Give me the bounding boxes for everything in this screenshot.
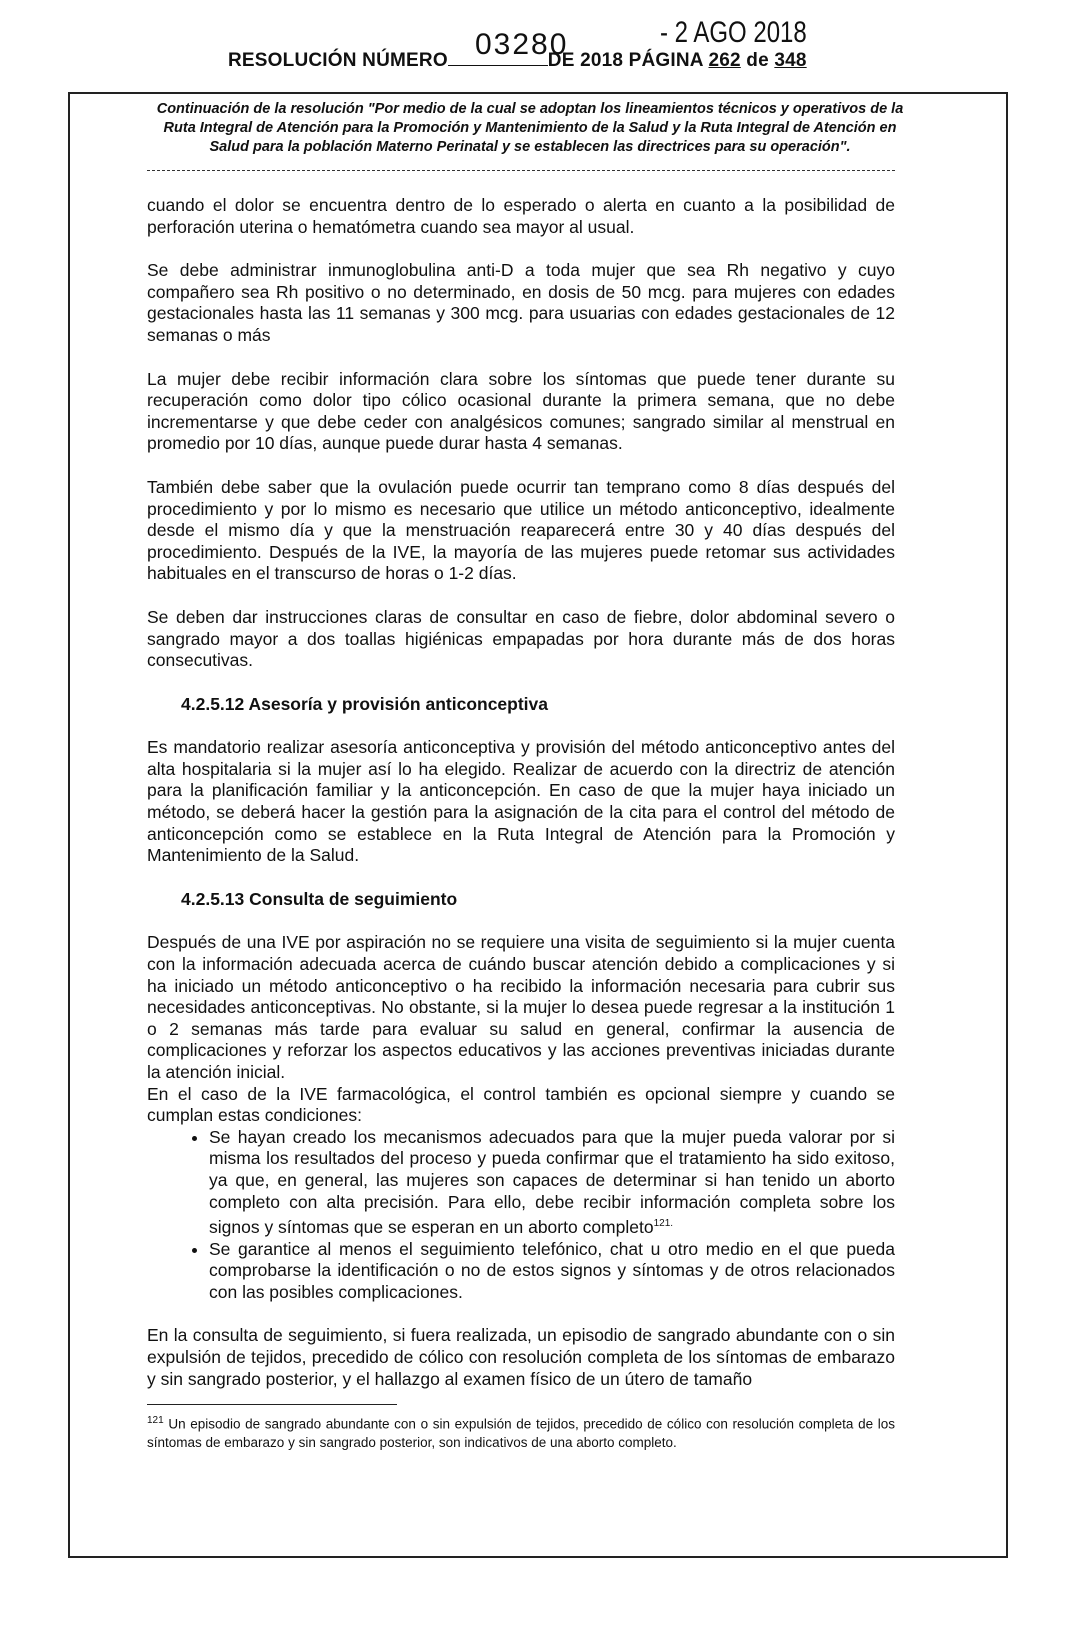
paragraph: cuando el dolor se encuentra dentro de lo esperado o alerta en cuanto a la posibilidad de perforación uterina o hematómetra cuando sea mayor al usual.	[147, 195, 895, 237]
paragraph: También debe saber que la ovulación puede ocurrir tan temprano como 8 días después del procedimiento y por lo mismo es necesario que utilice un método anticonceptivo, idealmente desde el mismo día y que la menstruación reaparecerá entre 30 y 40 días después del procedimiento. Después de la IVE, la mayoría de las mujeres puede retomar sus actividades habituales en el transcurso de horas o 1-2 días.	[147, 476, 895, 584]
divider	[147, 170, 895, 171]
paragraph: Se debe administrar inmunoglobulina anti-D a toda mujer que sea Rh negativo y cuyo compañero sea Rh positivo o no determinado, en dosis de 50 mcg. para mujeres con edades gestacionales hasta las 11 semanas y 300 mcg. para usuarias con edades gestacionales de 12 semanas o más	[147, 260, 895, 345]
header-de: DE 2018 PÁGINA	[547, 50, 704, 71]
header-prefix: RESOLUCIÓN NÚMERO	[228, 50, 448, 71]
list-item	[209, 1127, 895, 1239]
header-of: de	[746, 50, 769, 71]
page-number: 262	[708, 50, 741, 71]
list-item: • Se garantice al menos el seguimiento telefónico, chat u otro medio en el que pueda comprobarse la identificación o no de estos signos y síntomas y de otros relacionados con las posibles complicaciones.	[209, 1239, 895, 1304]
footnote-rule	[147, 1404, 397, 1405]
section-heading: 4.2.5.12 Asesoría y provisión anticonceptiva	[181, 693, 549, 714]
section-heading: 4.2.5.13 Consulta de seguimiento	[181, 888, 458, 909]
resolution-number: 03280	[475, 28, 569, 61]
page-total: 348	[774, 50, 807, 71]
conditions-list	[147, 1127, 895, 1304]
paragraph: Se deben dar instrucciones claras de consultar en caso de fiebre, dolor abdominal severo o sangrado mayor a dos toallas higiénicas empapadas por hora durante más de dos horas consecutivas.	[147, 606, 895, 671]
body-text	[147, 195, 895, 1412]
footnote-text: Un episodio de sangrado abundante con o sin expulsión de tejidos, precedido de cólico con resolución completa de los síntomas de embarazo y sin sangrado posterior, son indicativos de una aborto completo.	[147, 1416, 895, 1450]
list-item-text: Se hayan creado los mecanismos adecuados para que la mujer pueda valorar por si misma los resultados del proceso y pueda confirmar que el tratamiento ha sido exitoso, ya que, en general, las mujeres son capaces de determinar si han tenido un aborto completo con alta precisión. Para ello, debe recibir información completa sobre los signos y síntomas que se esperan en un aborto completo	[209, 1126, 895, 1237]
paragraph: Después de una IVE por aspiración no se requiere una visita de seguimiento si la mujer cuenta con la información adecuada acerca de cuándo buscar atención debido a complicaciones y si ha iniciado un método anticonceptivo o ha recibido la información necesaria para cubrir sus necesidades anticonceptivas. No obstante, si la mujer lo desea puede regresar a la institución 1 o 2 semanas más tarde para evaluar su salud en general, confirmar la ausencia de complicaciones y reforzar los aspectos educativos y las acciones preventivas iniciadas durante la atención inicial.	[147, 932, 895, 1082]
footnote	[147, 1412, 895, 1452]
paragraph: En la consulta de seguimiento, si fuera realizada, un episodio de sangrado abundante con o sin expulsión de tejidos, precedido de cólico con resolución completa de los síntomas de embarazo y sin sangrado posterior, y el hallazgo al examen físico de un útero de tamaño	[147, 1325, 895, 1389]
stamp-date: - 2 AGO 2018	[660, 16, 807, 49]
paragraph: En el caso de la IVE farmacológica, el control también es opcional siempre y cuando se cumplan estas condiciones:	[147, 1083, 895, 1126]
footnote-number: 121	[147, 1415, 164, 1426]
paragraph: La mujer debe recibir información clara sobre los síntomas que puede tener durante su recuperación como dolor tipo cólico ocasional durante la primera semana, que no debe incrementarse y que debe ceder con analgésicos comunes; sangrado similar al menstrual en promedio por 10 días, aunque puede durar hasta 4 semanas.	[147, 368, 895, 454]
page-header	[228, 50, 807, 72]
footnote-ref[interactable]: 121.	[653, 1218, 674, 1230]
continuation-note: Continuación de la resolución "Por medio de la cual se adoptan los lineamientos técnicos y operativos de la Ruta Integral de Atención para la Promoción y Mantenimiento de la Salud y la Ruta Integral de Atención en Salud para la población Materno Perinatal y se establecen las directrices para su operación".	[156, 101, 904, 155]
paragraph: Es mandatorio realizar asesoría anticonceptiva y provisión del método anticonceptivo antes del alta hospitalaria si la mujer así lo ha elegido. Realizar de acuerdo con la directriz de atención para la planificación familiar y la anticoncepción. En caso de que la mujer haya iniciado un método, se deberá hacer la gestión para la asignación de la cita para el control del método de anticoncepción como se establece en la Ruta Integral de Atención para la Promoción y Mantenimiento de la Salud.	[147, 737, 895, 866]
